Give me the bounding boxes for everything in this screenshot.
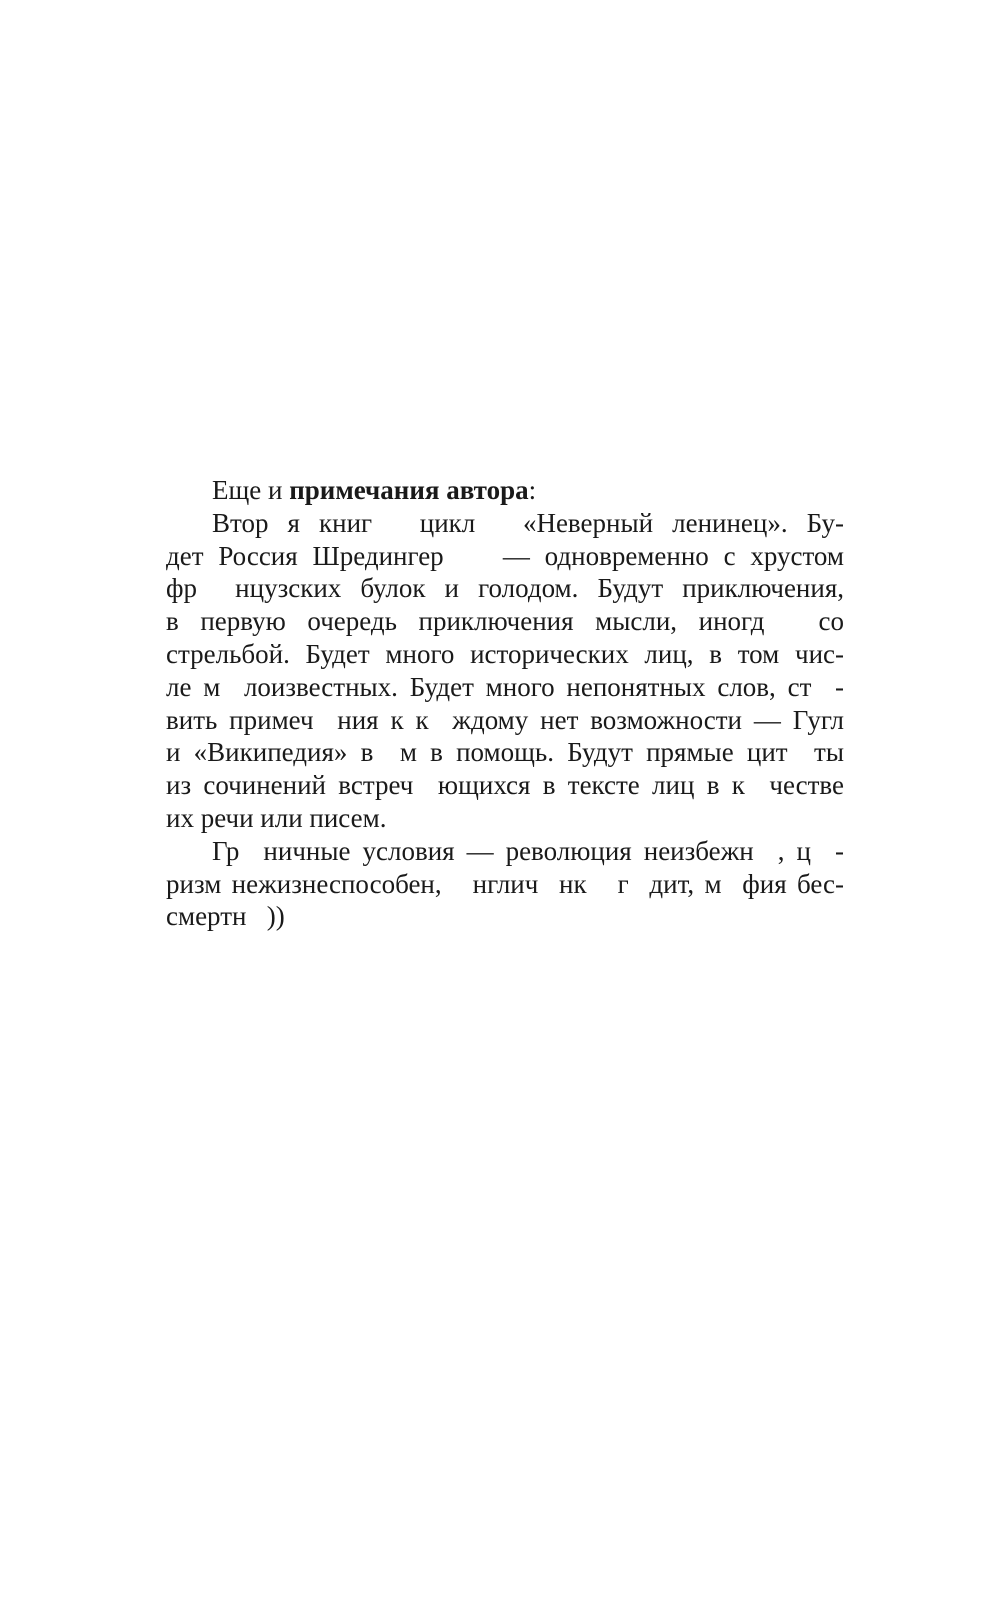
paragraph-1-line-9: из сочинений встреч ющихся в тексте лиц в к честве bbox=[166, 770, 844, 801]
heading-suffix: : bbox=[528, 475, 537, 505]
paragraph-1-line-1: Втор я книг цикл «Неверный ленинец». Бу- bbox=[212, 507, 844, 538]
author-notes-text bbox=[166, 474, 844, 933]
paragraph-2-line-3: смертн )) bbox=[166, 901, 285, 932]
paragraph-1-line-2: дет Россия Шредингер — одновременно с хрустом bbox=[166, 540, 844, 571]
paragraph-1-line-8: и «Википедия» в м в помощь. Будут прямые цит ты bbox=[166, 737, 844, 768]
paragraph-1-line-10: их речи или писем. bbox=[166, 802, 387, 833]
heading-bold: примечания автора bbox=[289, 475, 529, 505]
paragraph-2-line-2: ризм нежизнеспособен, нглич нк г дит, м фия бес- bbox=[166, 868, 844, 899]
paragraph-1-line-3: фр нцузских булок и голодом. Будут приключения, bbox=[166, 573, 844, 604]
paragraph-1-line-6: ле м лоизвестных. Будет много непонятных слов, ст - bbox=[166, 671, 844, 702]
paragraph-2-line-1: Гр ничные условия — революция неизбежн , ц - bbox=[212, 835, 844, 866]
paragraph-1-line-5: стрельбой. Будет много исторических лиц, в том чис- bbox=[166, 638, 844, 669]
paragraph-1-line-7: вить примеч ния к к ждому нет возможности — Гугл bbox=[166, 704, 844, 735]
heading-prefix: Еще и bbox=[212, 475, 290, 505]
paragraph-1-line-4: в первую очередь приключения мысли, иногд со bbox=[166, 606, 844, 637]
notes-heading bbox=[166, 474, 844, 507]
